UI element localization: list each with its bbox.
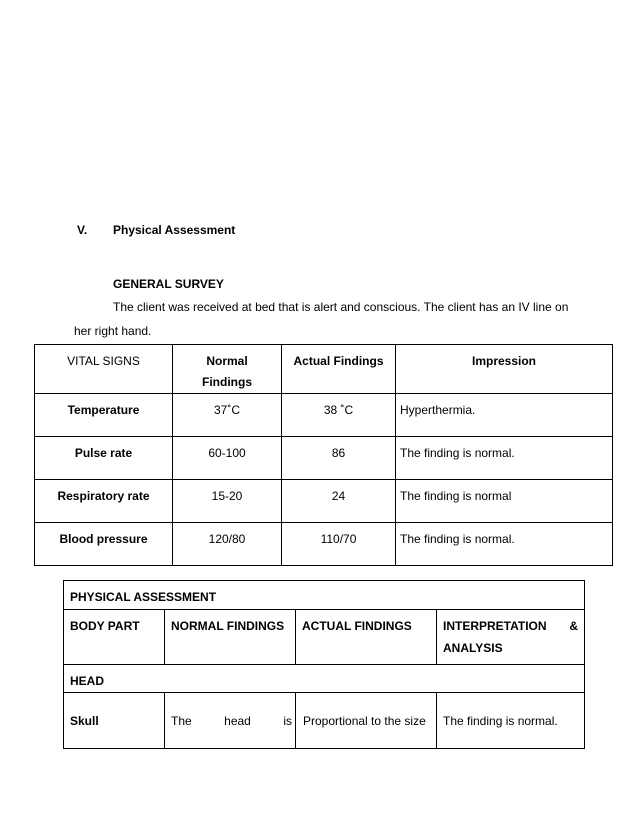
impression-value: The finding is normal xyxy=(396,480,613,523)
section-title: Physical Assessment xyxy=(113,223,236,237)
header-normal-findings: NORMAL FINDINGS xyxy=(165,610,296,665)
table-row xyxy=(64,693,585,749)
physical-assessment-table xyxy=(63,580,585,749)
normal-value: 120/80 xyxy=(173,523,282,566)
interpretation-cell: The finding is normal. xyxy=(437,693,585,749)
normal-value: 37˚C xyxy=(173,394,282,437)
header-impression: Impression xyxy=(396,345,613,394)
header-body-part: BODY PART xyxy=(64,610,165,665)
impression-value: The finding is normal. xyxy=(396,437,613,480)
pa-section-head: HEAD xyxy=(64,665,585,693)
header-actual-findings: ACTUAL FINDINGS xyxy=(296,610,437,665)
header-normal-findings: Normal Findings xyxy=(173,345,282,394)
table-row xyxy=(35,480,613,523)
vital-signs-header-row xyxy=(35,345,613,394)
general-survey-line-2: her right hand. xyxy=(74,324,152,338)
pa-section-row xyxy=(64,665,585,693)
actual-value: 24 xyxy=(282,480,396,523)
actual-value: 86 xyxy=(282,437,396,480)
header-vital-signs: VITAL SIGNS xyxy=(35,345,173,394)
actual-value: 38 ˚C xyxy=(282,394,396,437)
actual-value: 110/70 xyxy=(282,523,396,566)
general-survey-line-1: The client was received at bed that is alert and conscious. The client has an IV line on xyxy=(113,300,569,314)
pa-header-row xyxy=(64,610,585,665)
vital-signs-table xyxy=(34,344,613,566)
normal-value: 60-100 xyxy=(173,437,282,480)
vital-sign-name: Pulse rate xyxy=(35,437,173,480)
normal-value: 15-20 xyxy=(173,480,282,523)
vital-sign-name: Blood pressure xyxy=(35,523,173,566)
general-survey-heading: GENERAL SURVEY xyxy=(113,277,224,291)
body-part-cell: Skull xyxy=(64,693,165,749)
impression-value: Hyperthermia. xyxy=(396,394,613,437)
actual-findings-cell: Proportional to the size xyxy=(296,693,437,749)
impression-value: The finding is normal. xyxy=(396,523,613,566)
table-row xyxy=(35,437,613,480)
table-row xyxy=(35,523,613,566)
pa-title: PHYSICAL ASSESSMENT xyxy=(64,581,585,610)
header-interpretation: INTERPRETATION & ANALYSIS xyxy=(437,610,585,665)
normal-findings-cell: The head is xyxy=(165,693,296,749)
table-row xyxy=(35,394,613,437)
vital-sign-name: Respiratory rate xyxy=(35,480,173,523)
pa-title-row xyxy=(64,581,585,610)
section-number: V. xyxy=(77,223,88,237)
vital-sign-name: Temperature xyxy=(35,394,173,437)
header-actual-findings: Actual Findings xyxy=(282,345,396,394)
